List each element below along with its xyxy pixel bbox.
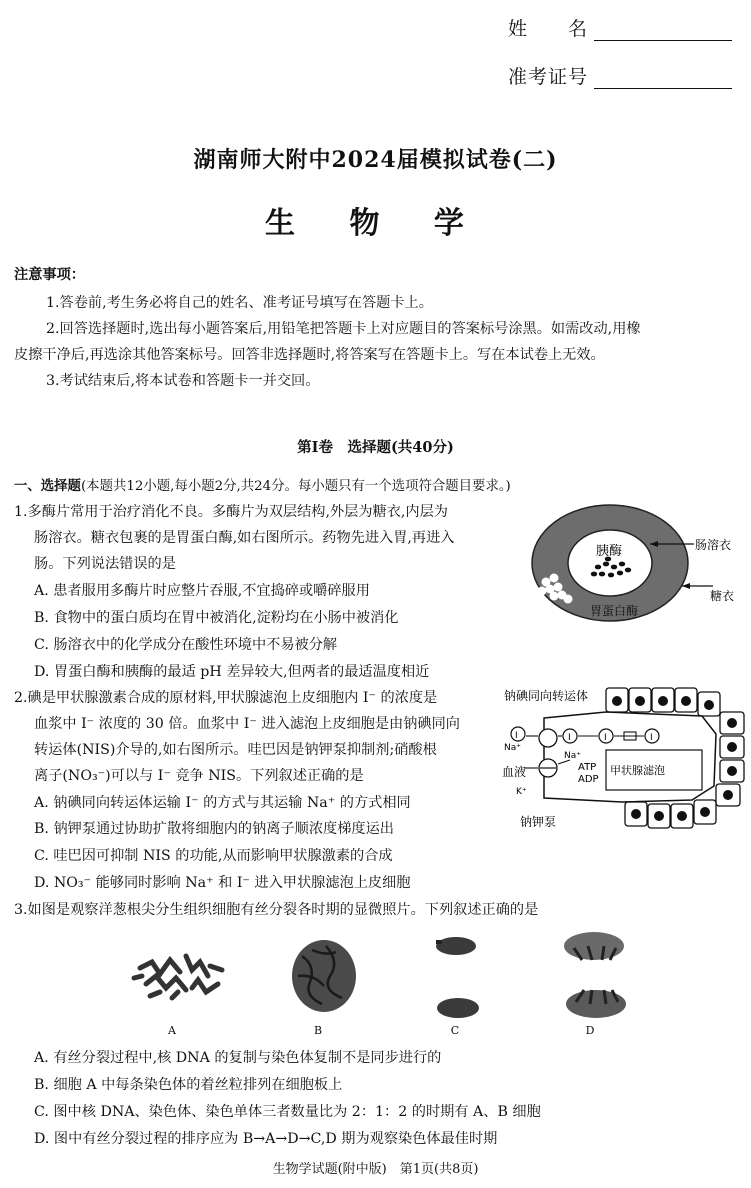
name-label: 姓 名 [508, 18, 589, 40]
part1-title: 第Ⅰ卷 选择题(共40分) [297, 439, 454, 456]
micrograph-a [134, 956, 222, 998]
iodide-label-2: I [568, 733, 571, 743]
na2-label: Na⁺ [564, 751, 581, 761]
enteric-coat-label: 肠溶衣 [695, 538, 732, 552]
adp-label: ADP [578, 774, 599, 785]
q3-option-c: C. 图中核 DNA、染色体、染色单体三者数量比为 2：1：2 的时期有 A、B 细胞 [34, 1104, 541, 1120]
subject-title: 生 物 学 [265, 206, 486, 241]
id-blank[interactable] [594, 70, 732, 89]
caption-d: D [585, 1024, 595, 1037]
name-field [508, 14, 732, 41]
q2-line-1: 2.碘是甲状腺激素合成的原材料,甲状腺滤泡上皮细胞内 I⁻ 的浓度是 [14, 690, 438, 706]
micrograph-d [564, 932, 626, 1018]
name-blank[interactable] [594, 22, 732, 41]
q1-line-1: 1.多酶片常用于治疗消化不良。多酶片为双层结构,外层为糖衣,内层为 [14, 504, 448, 520]
pepsin-label: 胃蛋白酶 [590, 604, 639, 618]
note-1: 1.答卷前,考生务必将自己的姓名、准考证号填写在答题卡上。 [46, 295, 433, 311]
section-desc: (本题共12小题,每小题2分,共24分。每小题只有一个选项符合题目要求。) [80, 479, 511, 494]
q2-line-2: 血浆中 I⁻ 浓度的 30 倍。血浆中 I⁻ 进入滤泡上皮细胞是由钠碘同向 [34, 716, 460, 732]
pancreatin-label: 胰酶 [596, 544, 623, 559]
q1-option-b: B. 食物中的蛋白质均在胃中被消化,淀粉均在小肠中被消化 [34, 610, 399, 626]
q2-option-b: B. 钠钾泵通过协助扩散将细胞内的钠离子顺浓度梯度运出 [34, 821, 394, 837]
q3-option-b: B. 细胞 A 中每条染色体的着丝粒排列在细胞板上 [34, 1077, 343, 1093]
id-label: 准考证号 [508, 66, 589, 88]
q1-option-c: C. 肠溶衣中的化学成分在酸性环境中不易被分解 [34, 637, 338, 653]
q3-stem: 3.如图是观察洋葱根尖分生组织细胞有丝分裂各时期的显微照片。下列叙述正确的是 [14, 902, 539, 918]
pump-label: 钠钾泵 [520, 815, 557, 829]
micrograph-c [436, 937, 479, 1018]
q3-option-a: A. 有丝分裂过程中,核 DNA 的复制与染色体复制不是同步进行的 [34, 1050, 442, 1066]
caption-c: C [450, 1024, 460, 1037]
nis-transporter [539, 729, 557, 747]
micrograph-b [292, 940, 356, 1012]
iodide-label-3: I [604, 733, 607, 743]
notes-heading: 注意事项： [14, 267, 85, 283]
q3-option-d: D. 图中有丝分裂过程的排序应为 B→A→D→C,D 期为观察染色体最佳时期 [34, 1131, 498, 1147]
caption-a: A [168, 1024, 176, 1037]
section-label: 一、选择题 [14, 478, 81, 494]
page-footer: 生物学试题(附中版) 第1页(共8页) [272, 1162, 479, 1177]
follicle-label: 甲状腺滤泡 [610, 764, 665, 777]
caption-b: B [313, 1024, 323, 1037]
sugar-coat-label: 糖衣 [710, 589, 735, 603]
iodide-label-4: I [650, 733, 653, 743]
plasma-label: 血液 [502, 765, 527, 779]
q2-option-c: C. 哇巴因可抑制 NIS 的功能,从而影响甲状腺激素的合成 [34, 848, 393, 864]
q1-option-a: A. 患者服用多酶片时应整片吞服,不宜捣碎或嚼碎服用 [34, 583, 370, 599]
q2-option-a: A. 钠碘同向转运体运输 I⁻ 的方式与其运输 Na⁺ 的方式相同 [34, 795, 411, 811]
note-2-cont: 皮擦干净后,再选涂其他答案标号。回答非选择题时,将答案写在答题卡上。写在本试卷上无效。 [14, 347, 605, 363]
q2-line-4: 离子(NO₃⁻)可以与 I⁻ 竞争 NIS。下列叙述正确的是 [34, 768, 364, 784]
na-label: Na⁺ [504, 743, 521, 753]
id-field [508, 62, 732, 89]
q1-line-3: 肠。下列说法错误的是 [34, 556, 176, 572]
iodide-label-1: I [515, 731, 518, 741]
q3-micrographs [126, 926, 636, 1034]
q1-option-d: D. 胃蛋白酶和胰酶的最适 pH 差异较大,但两者的最适温度相近 [34, 664, 430, 680]
enteric-coat-core [568, 530, 652, 596]
atp-label: ATP [578, 762, 597, 773]
q1-tablet-figure [528, 500, 746, 626]
section-heading [14, 473, 511, 500]
exam-title: 湖南师大附中2024届模拟试卷(二) [193, 147, 558, 173]
q2-thyroid-figure [502, 686, 748, 834]
q2-line-3: 转运体(NIS)介导的,如右图所示。哇巴因是钠钾泵抑制剂;硝酸根 [34, 742, 437, 758]
nis-label: 钠碘同向转运体 [504, 689, 589, 703]
note-2: 2.回答选择题时,选出每小题答案后,用铅笔把答题卡上对应题目的答案标号涂黑。如需改动,用橡 [46, 321, 641, 337]
k-label: K⁺ [516, 787, 527, 797]
q1-line-2: 肠溶衣。糖衣包裹的是胃蛋白酶,如右图所示。药物先进入胃,再进入 [34, 530, 455, 546]
q2-option-d: D. NO₃⁻ 能够同时影响 Na⁺ 和 I⁻ 进入甲状腺滤泡上皮细胞 [34, 875, 411, 891]
note-3: 3.考试结束后,将本试卷和答题卡一并交回。 [46, 373, 320, 389]
